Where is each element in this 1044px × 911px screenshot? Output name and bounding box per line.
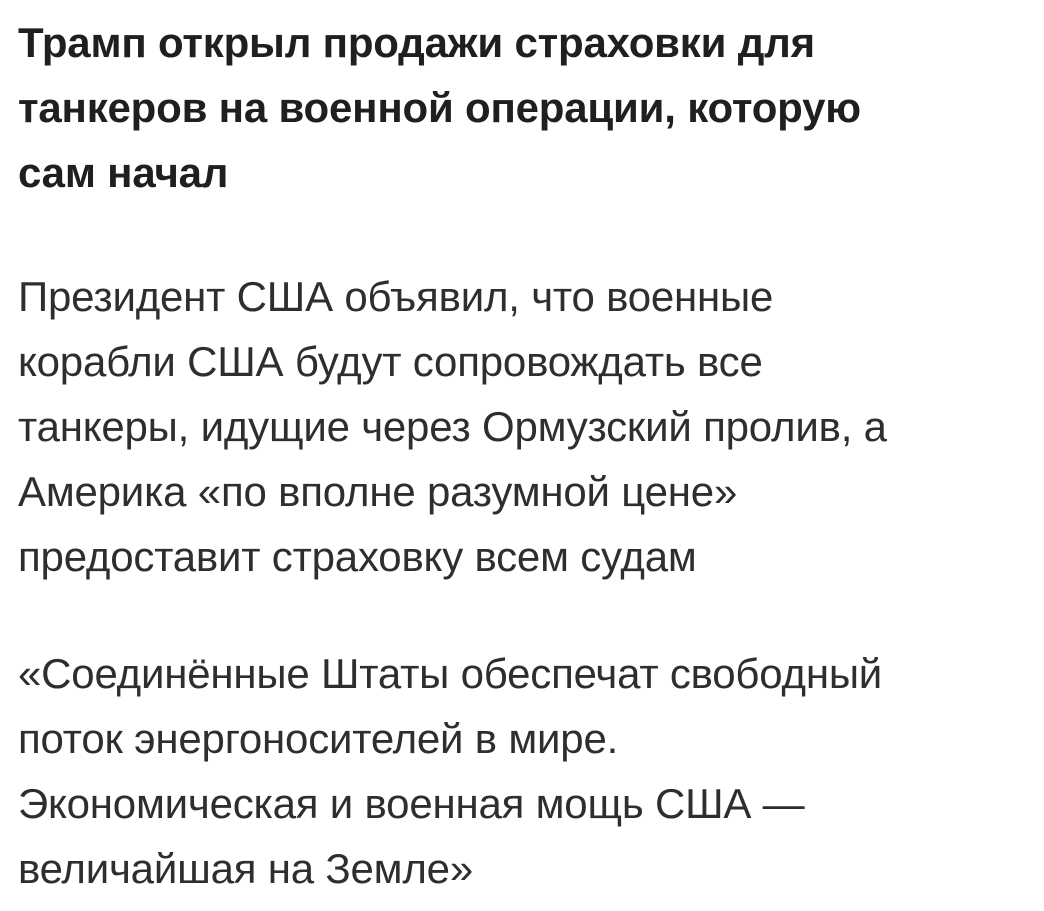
- headline-line: Трамп открыл продажи страховки для: [18, 19, 815, 66]
- paragraph-line: «Соединённые Штаты обеспечат свободный: [18, 650, 883, 697]
- paragraph-line: предоставит страховку всем судам: [18, 533, 697, 580]
- post-paragraph-quote: [18, 641, 1026, 901]
- paragraph-line: величайшая на Земле»: [18, 845, 473, 892]
- news-post: [0, 10, 1044, 911]
- post-headline: [18, 10, 1026, 205]
- headline-line: сам начал: [18, 149, 229, 196]
- headline-line: танкеров на военной операции, которую: [18, 84, 861, 131]
- paragraph-line: поток энергоносителей в мире.: [18, 715, 619, 762]
- post-paragraph-lead: [18, 264, 1026, 589]
- paragraph-line: Президент США объявил, что военные: [18, 273, 774, 320]
- paragraph-line: корабли США будут сопровождать все: [18, 338, 763, 385]
- paragraph-line: танкеры, идущие через Ормузский пролив, а: [18, 403, 887, 450]
- paragraph-line: Америка «по вполне разумной цене»: [18, 468, 738, 515]
- paragraph-line: Экономическая и военная мощь США —: [18, 780, 805, 827]
